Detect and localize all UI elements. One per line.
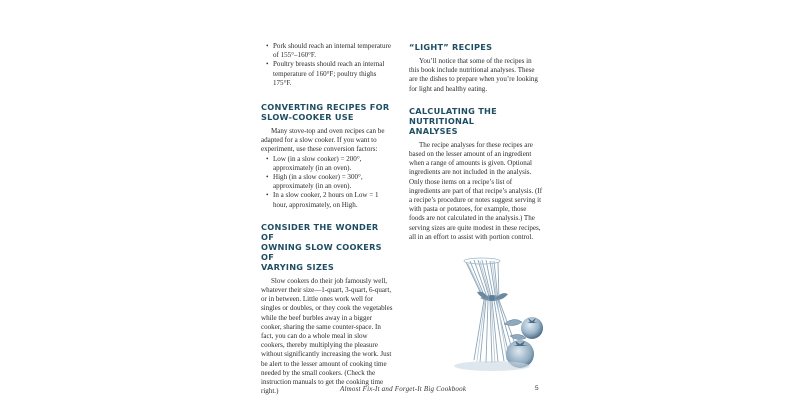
- heading-line: CONVERTING RECIPES FOR: [261, 102, 390, 113]
- consider-paragraph: Slow cookers do their job famously well, whatever their size—1-quart, 3-quart, 6-quart, or in between. Little ones work well for singles or doubles, or they cook the vegetables while the beef burbles away in a bigger cooker, sharing the same counter-space. In fact, you can do a whole meal in slow cookers, thereby multiplying the pleasure without significantly increasing the work. Just be alert to the lesser amount of cooking time needed by the small cookers. (Check the instruction manuals to get the cooking time right.): [261, 276, 393, 396]
- section-heading-converting: [261, 102, 393, 122]
- list-item: • Pork should reach an internal temperature of 155°–160°F.: [273, 42, 393, 60]
- right-column: [409, 42, 543, 242]
- heading-line: ANALYSES: [409, 125, 458, 136]
- conversion-bullet-list: [261, 155, 393, 210]
- section-heading-nutrition: [409, 106, 543, 136]
- list-item: • In a slow cooker, 2 hours on Low = 1 hour, approximately, on High.: [273, 191, 393, 209]
- temperature-bullet-list: [261, 42, 393, 88]
- converting-paragraph: Many stove-top and oven recipes can be adapted for a slow cooker. If you want to experiment, use these conversion factors:: [261, 127, 385, 154]
- list-item: • High (in a slow cooker) = 300°, approximately (in an oven).: [273, 173, 393, 191]
- heading-line: VARYING SIZES: [261, 261, 334, 272]
- list-item: • Poultry breasts should reach an internal temperature of 160°F; poultry thighs 175°F.: [273, 60, 393, 88]
- light-paragraph: You’ll notice that some of the recipes in this book include nutritional analyses. These are the dishes to prepare when you’re looking for light and healthy eating.: [409, 57, 538, 93]
- left-column: [261, 42, 393, 396]
- book-title-footer: Almost Fix-It and Forget-It Big Cookbook: [340, 385, 467, 393]
- section-heading-light: “LIGHT” RECIPES: [409, 42, 493, 52]
- list-item: • Low (in a slow cooker) = 200°, approximately (in an oven).: [273, 155, 393, 173]
- section-heading-consider: [261, 222, 393, 272]
- heading-line: CONSIDER THE WONDER OF: [261, 221, 379, 242]
- pasta-bundle-illustration: [444, 252, 550, 374]
- heading-line: SLOW-COOKER USE: [261, 112, 354, 123]
- nutrition-paragraph: The recipe analyses for these recipes are based on the lesser amount of an ingredient when a range of amounts is given. Optional ingredients are not included in the analysis. Only those items on a recipe’s list of ingredients are part of that recipe’s analysis. (If a recipe’s procedure or notes suggest serving it with pasta or potatoes, for example, those foods are not calculated in the analysis.) The serving sizes are quite modest in these recipes, all in an effort to assist with portion control.: [409, 140, 543, 241]
- heading-line: CALCULATING THE NUTRITIONAL: [409, 105, 497, 126]
- heading-line: OWNING SLOW COOKERS OF: [261, 241, 382, 262]
- page-number: 5: [535, 385, 539, 392]
